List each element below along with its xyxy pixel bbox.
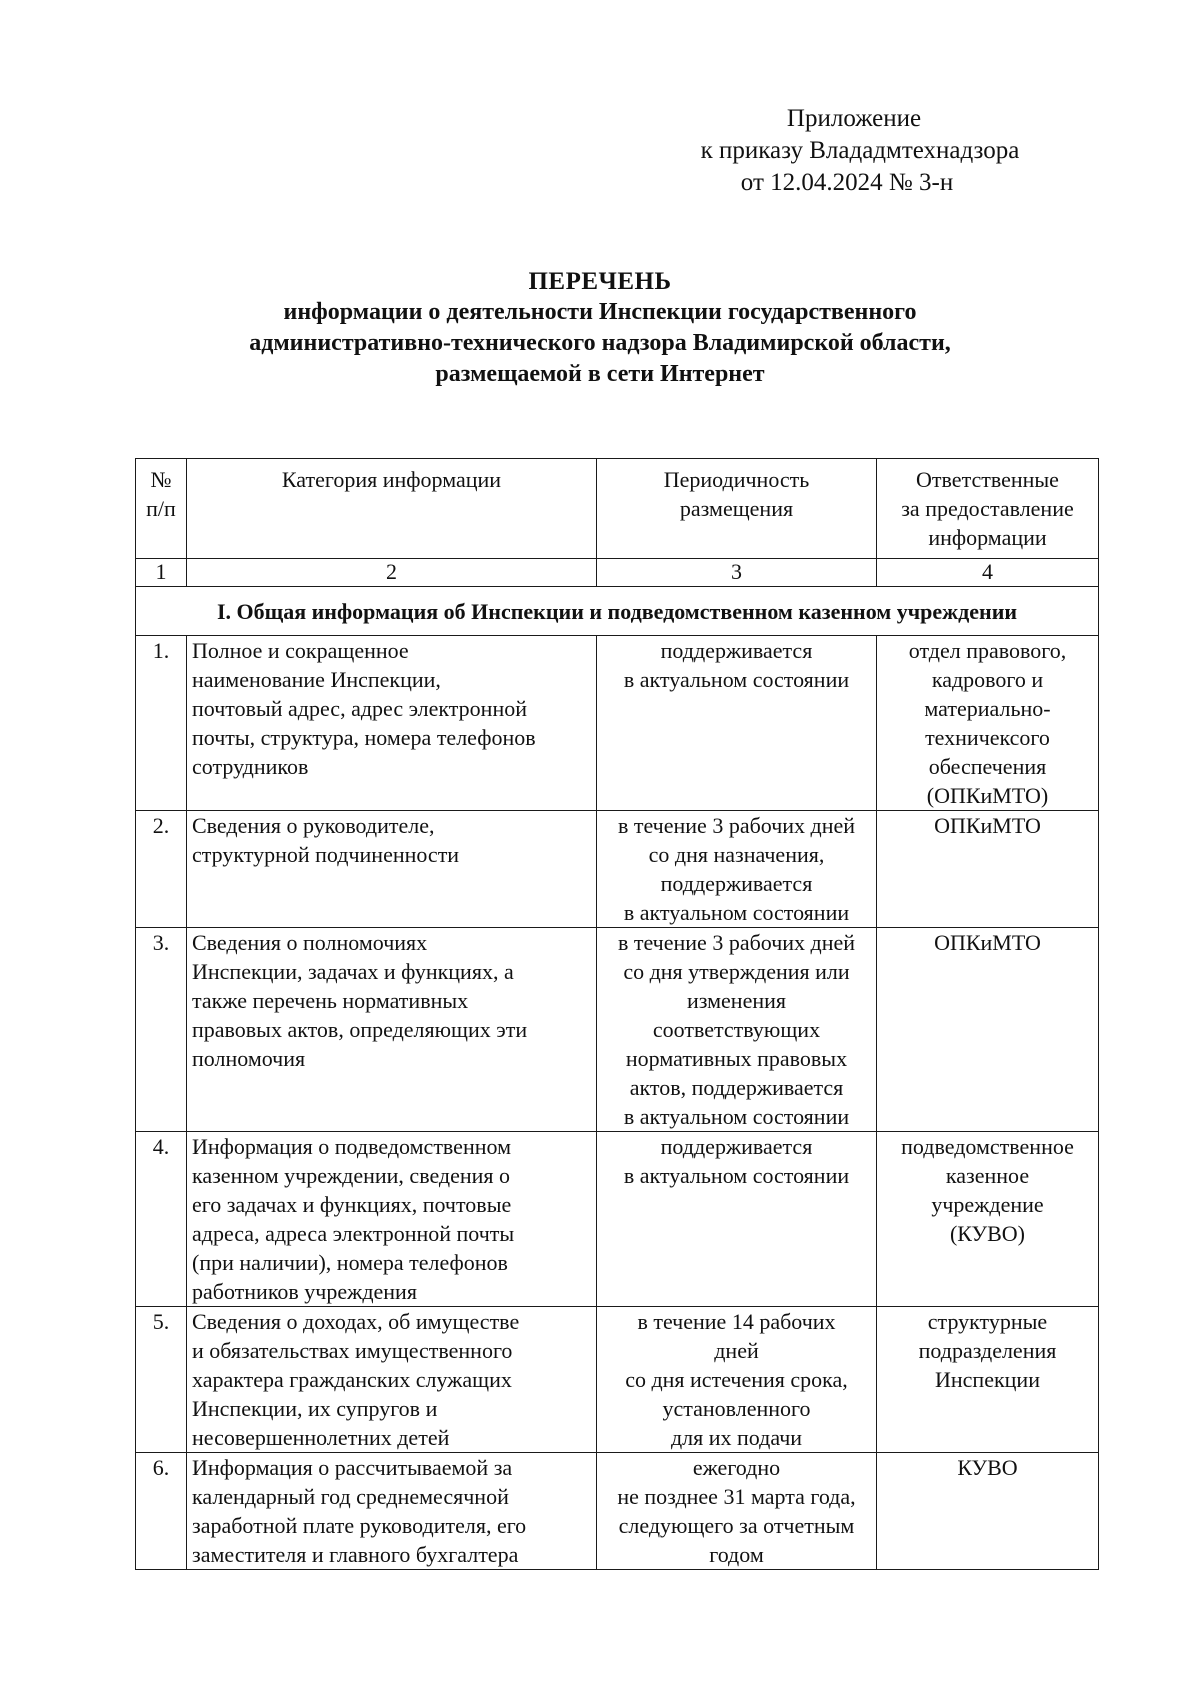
- row-category: Информация о рассчитываемой за календарный год среднемесячной заработной плате руководителя, его заместителя и главного бухгалтера: [187, 1453, 597, 1570]
- appendix-header: [640, 103, 1080, 199]
- information-table: [135, 458, 1099, 1570]
- table-row: [136, 811, 1099, 928]
- row-period: в течение 14 рабочих дней со дня истечения срока, установленного для их подачи: [597, 1307, 877, 1453]
- row-period: поддерживается в актуальном состоянии: [597, 636, 877, 811]
- row-num: 3.: [136, 928, 187, 1132]
- title-line-2: информации о деятельности Инспекции государственного: [283, 299, 917, 325]
- row-num: 6.: [136, 1453, 187, 1570]
- row-category: Сведения о доходах, об имуществе и обязательствах имущественного характера гражданских служащих Инспекции, их супругов и несовершеннолетних детей: [187, 1307, 597, 1453]
- column-index-4: 4: [877, 559, 1099, 587]
- row-num: 5.: [136, 1307, 187, 1453]
- row-category: Сведения о руководителе, структурной подчиненности: [187, 811, 597, 928]
- section-row: [136, 587, 1099, 636]
- table-row: [136, 1307, 1099, 1453]
- row-responsible: подведомственное казенное учреждение (КУВО): [877, 1132, 1099, 1307]
- header-responsible: Ответственные за предоставление информации: [877, 459, 1099, 559]
- title-line-4: размещаемой в сети Интернет: [435, 361, 765, 387]
- row-category: Полное и сокращенное наименование Инспекции, почтовый адрес, адрес электронной почты, структура, номера телефонов сотрудников: [187, 636, 597, 811]
- appendix-line-3: от 12.04.2024 № 3-н: [740, 169, 954, 196]
- row-num: 4.: [136, 1132, 187, 1307]
- column-index-1: 1: [136, 559, 187, 587]
- row-responsible: ОПКиМТО: [877, 811, 1099, 928]
- row-category: Информация о подведомственном казенном учреждении, сведения о его задачах и функциях, почтовые адреса, адреса электронной почты (при наличии), номера телефонов работников учреждения: [187, 1132, 597, 1307]
- row-num: 2.: [136, 811, 187, 928]
- row-period: поддерживается в актуальном состоянии: [597, 1132, 877, 1307]
- title-line-3: административно-технического надзора Владимирской области,: [249, 330, 951, 356]
- row-period: в течение 3 рабочих дней со дня назначения, поддерживается в актуальном состоянии: [597, 811, 877, 928]
- column-index-3: 3: [597, 559, 877, 587]
- appendix-line-1: Приложение: [786, 105, 922, 132]
- column-index-2: 2: [187, 559, 597, 587]
- row-responsible: ОПКиМТО: [877, 928, 1099, 1132]
- table-row: [136, 636, 1099, 811]
- row-responsible: отдел правового, кадрового и материально- техничексого обеспечения (ОПКиМТО): [877, 636, 1099, 811]
- row-category: Сведения о полномочиях Инспекции, задачах и функциях, а также перечень нормативных правовых актов, определяющих эти полномочия: [187, 928, 597, 1132]
- table-row: [136, 1453, 1099, 1570]
- row-num: 1.: [136, 636, 187, 811]
- title-line-1: ПЕРЕЧЕНЬ: [528, 268, 672, 295]
- row-period: в течение 3 рабочих дней со дня утверждения или изменения соответствующих нормативных правовых актов, поддерживается в актуальном состоянии: [597, 928, 877, 1132]
- appendix-line-2: к приказу Влададмтехнадзора: [700, 137, 1020, 164]
- row-responsible: КУВО: [877, 1453, 1099, 1570]
- table-row: [136, 1132, 1099, 1307]
- header-category: Категория информации: [187, 459, 597, 559]
- header-num: № п/п: [136, 459, 187, 559]
- table-header-row: [136, 459, 1099, 559]
- header-period: Периодичность размещения: [597, 459, 877, 559]
- row-responsible: структурные подразделения Инспекции: [877, 1307, 1099, 1453]
- section-title: I. Общая информация об Инспекции и подведомственном казенном учреждении: [136, 587, 1099, 636]
- row-period: ежегодно не позднее 31 марта года, следующего за отчетным годом: [597, 1453, 877, 1570]
- table-row: [136, 928, 1099, 1132]
- document-title: [120, 266, 1080, 390]
- column-index-row: [136, 559, 1099, 587]
